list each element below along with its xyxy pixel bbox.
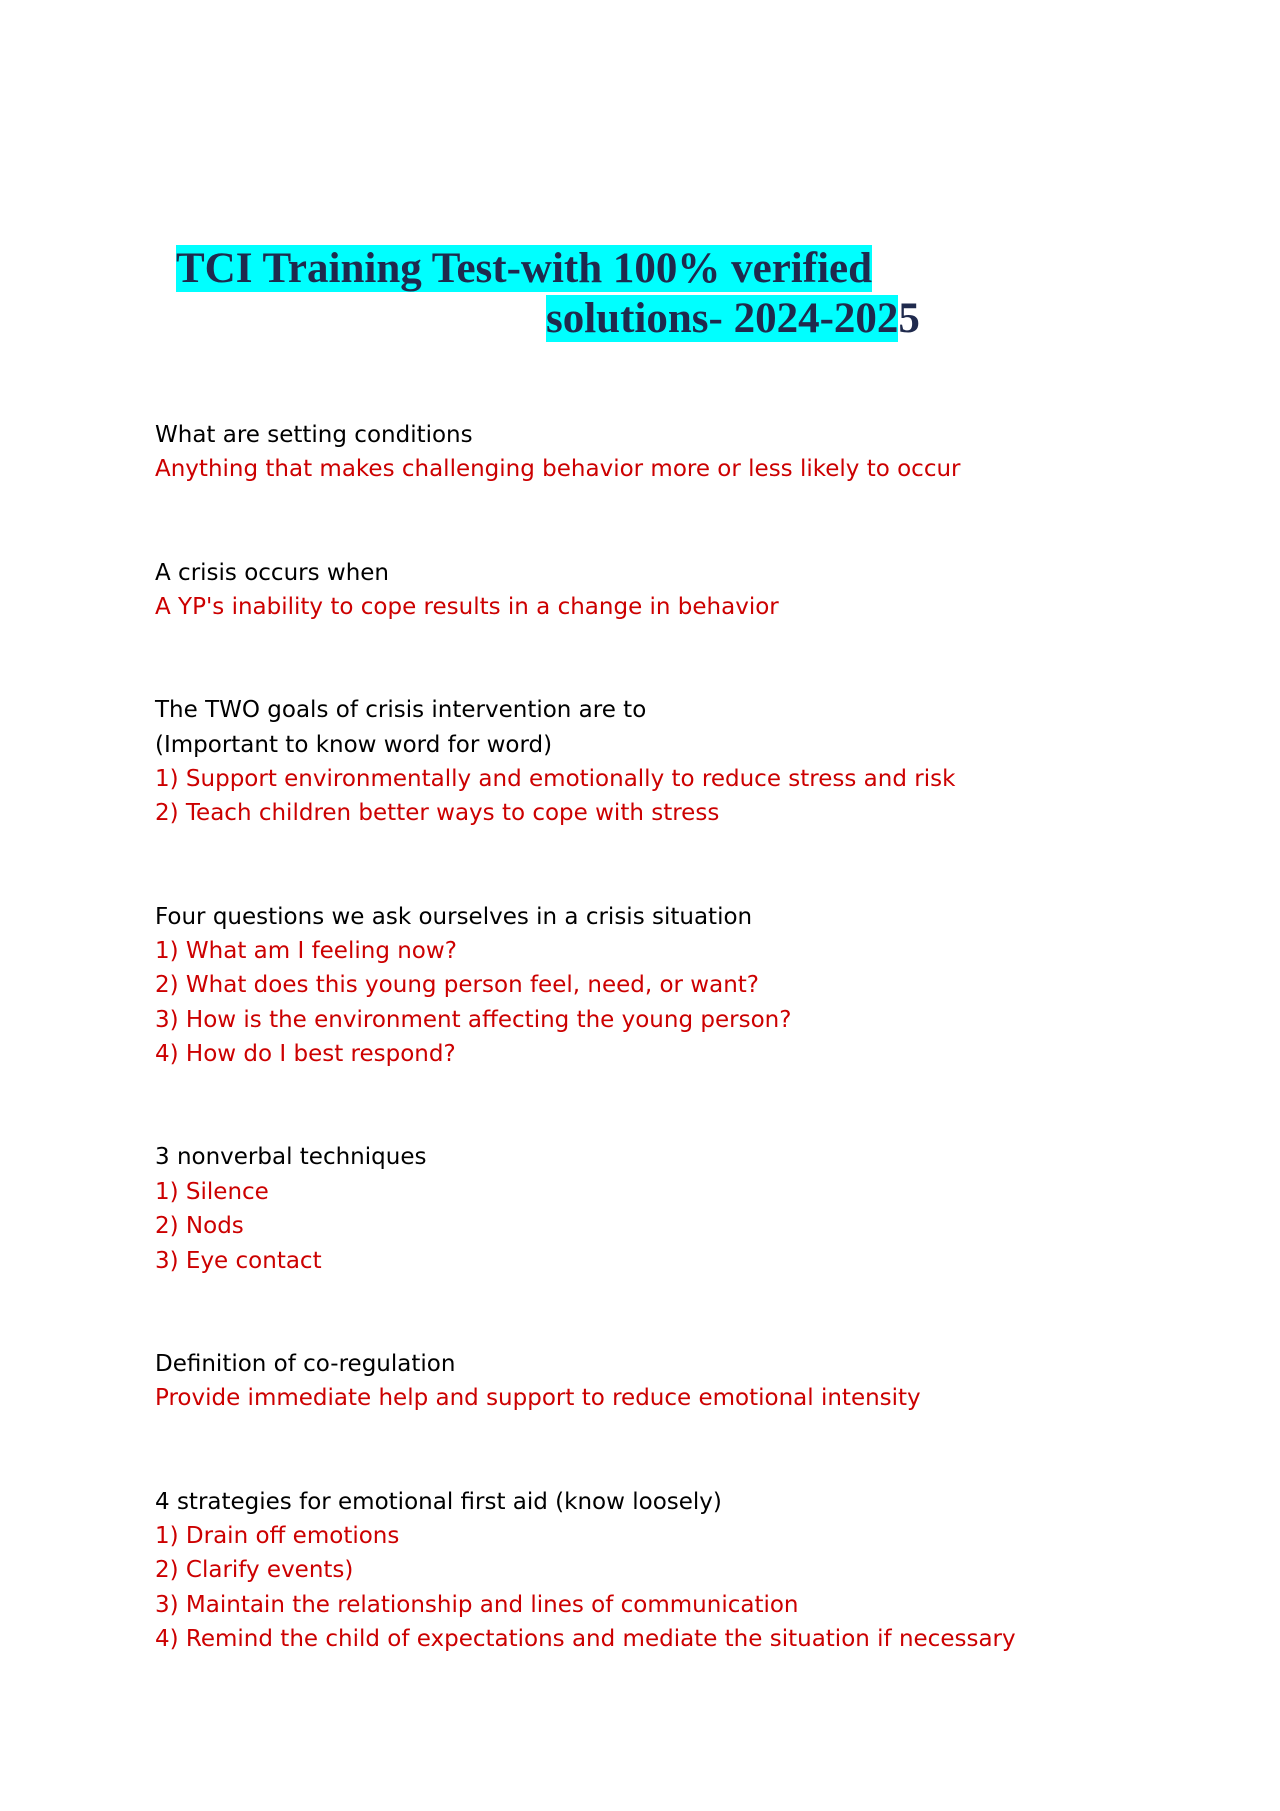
answer-line: 3) Maintain the relationship and lines of communication: [155, 1591, 799, 1618]
title-line-2: [176, 294, 976, 344]
qa-item: [155, 900, 1195, 1072]
question-line: 4 strategies for emotional first aid (know loosely): [155, 1488, 722, 1515]
answer-line: 1) Drain off emotions: [155, 1522, 400, 1549]
answer-line: 2) Teach children better ways to cope with stress: [155, 800, 720, 827]
answer-line: Provide immediate help and support to reduce emotional intensity: [155, 1385, 921, 1412]
qa-item: [155, 1140, 1195, 1278]
answer-line: 2) Nods: [155, 1213, 244, 1240]
question-line: What are setting conditions: [155, 422, 473, 448]
question-line: 3 nonverbal techniques: [155, 1144, 427, 1171]
qa-item: [155, 556, 1195, 625]
answer-line: 4) Remind the child of expectations and mediate the situation if necessary: [155, 1626, 1016, 1653]
qa-list: [155, 418, 1195, 1725]
question-line: (Important to know word for word): [155, 731, 553, 758]
answer-line: 2) What does this young person feel, need, or want?: [155, 972, 760, 999]
question-line: Definition of co-regulation: [155, 1350, 456, 1377]
title-line-2-part-b: 2024-202: [733, 295, 899, 342]
qa-item: [155, 418, 1195, 487]
answer-line: 3) How is the environment affecting the young person?: [155, 1006, 792, 1033]
document-title: [176, 244, 976, 344]
title-line-1: [176, 244, 976, 294]
answer-line: Anything that makes challenging behavior more or less likely to occur: [155, 456, 961, 483]
title-line-2-part-a: solutions-: [546, 295, 734, 342]
question-line: Four questions we ask ourselves in a crisis situation: [155, 903, 753, 930]
qa-item: [155, 693, 1195, 831]
answer-line: 1) What am I feeling now?: [155, 938, 457, 965]
answer-line: 2) Clarify events): [155, 1557, 354, 1584]
answer-line: 4) How do I best respond?: [155, 1041, 456, 1068]
title-line-1-text: TCI Training Test-with 100% verified: [176, 245, 873, 292]
answer-line: 1) Support environmentally and emotionally to reduce stress and risk: [155, 766, 956, 793]
answer-line: A YP's inability to cope results in a change in behavior: [155, 594, 779, 621]
qa-item: [155, 1347, 1195, 1416]
answer-line: 1) Silence: [155, 1178, 269, 1205]
answer-line: 3) Eye contact: [155, 1247, 322, 1274]
qa-item: [155, 1485, 1195, 1657]
question-line: A crisis occurs when: [155, 559, 390, 586]
question-line: The TWO goals of crisis intervention are to: [155, 697, 647, 724]
title-line-2-part-c: 5: [898, 295, 920, 342]
